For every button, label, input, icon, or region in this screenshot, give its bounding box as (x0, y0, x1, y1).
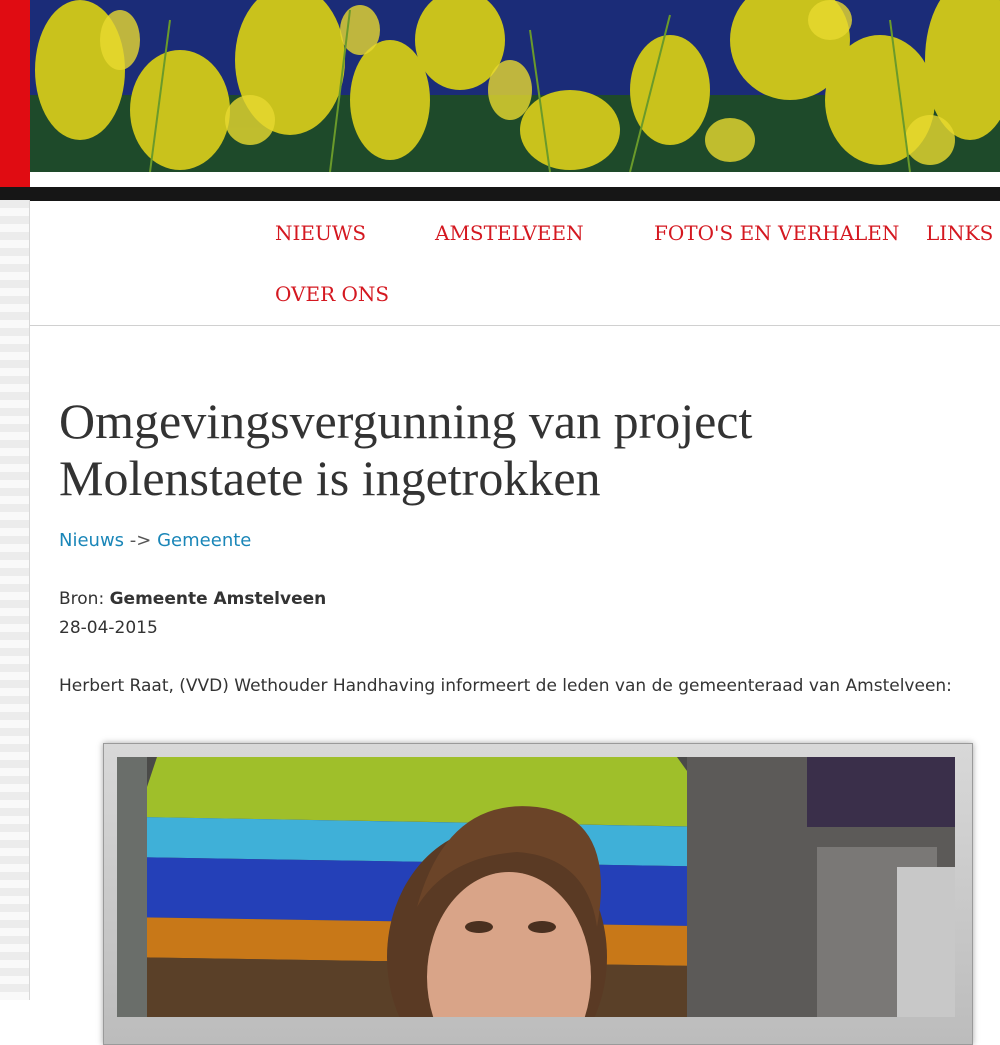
source-label: Bron: (59, 589, 105, 609)
header-banner-image (30, 0, 1000, 172)
banner-bottom-strip (30, 172, 1000, 187)
breadcrumb-link-gemeente[interactable]: Gemeente (157, 530, 252, 551)
breadcrumb-separator: -> (129, 530, 152, 551)
header-black-bar (0, 187, 1000, 201)
nav-item-fotos-en-verhalen[interactable]: FOTO'S EN VERHALEN (654, 221, 900, 245)
nav-divider (30, 325, 1000, 326)
nav-item-nieuws[interactable]: NIEUWS (275, 221, 367, 245)
brand-red-bar (0, 0, 30, 187)
article-title: Omgevingsvergunning van project Molenstaete is ingetrokken (59, 393, 753, 506)
nav-item-over-ons[interactable]: OVER ONS (275, 282, 390, 306)
article-date: 28-04-2015 (59, 618, 158, 638)
left-gutter (0, 200, 30, 1000)
article-source (59, 589, 326, 609)
nav-item-amstelveen[interactable]: AMSTELVEEN (435, 221, 584, 245)
source-name: Gemeente Amstelveen (109, 589, 327, 609)
breadcrumb-link-nieuws[interactable]: Nieuws (59, 530, 125, 551)
breadcrumb (59, 530, 251, 551)
article-photo (117, 757, 955, 1017)
article-intro: Herbert Raat, (VVD) Wethouder Handhaving informeert de leden van de gemeenteraad van Amstelveen: (59, 676, 952, 696)
nav-item-links[interactable]: LINKS (926, 221, 994, 245)
main-navigation (30, 201, 1000, 325)
